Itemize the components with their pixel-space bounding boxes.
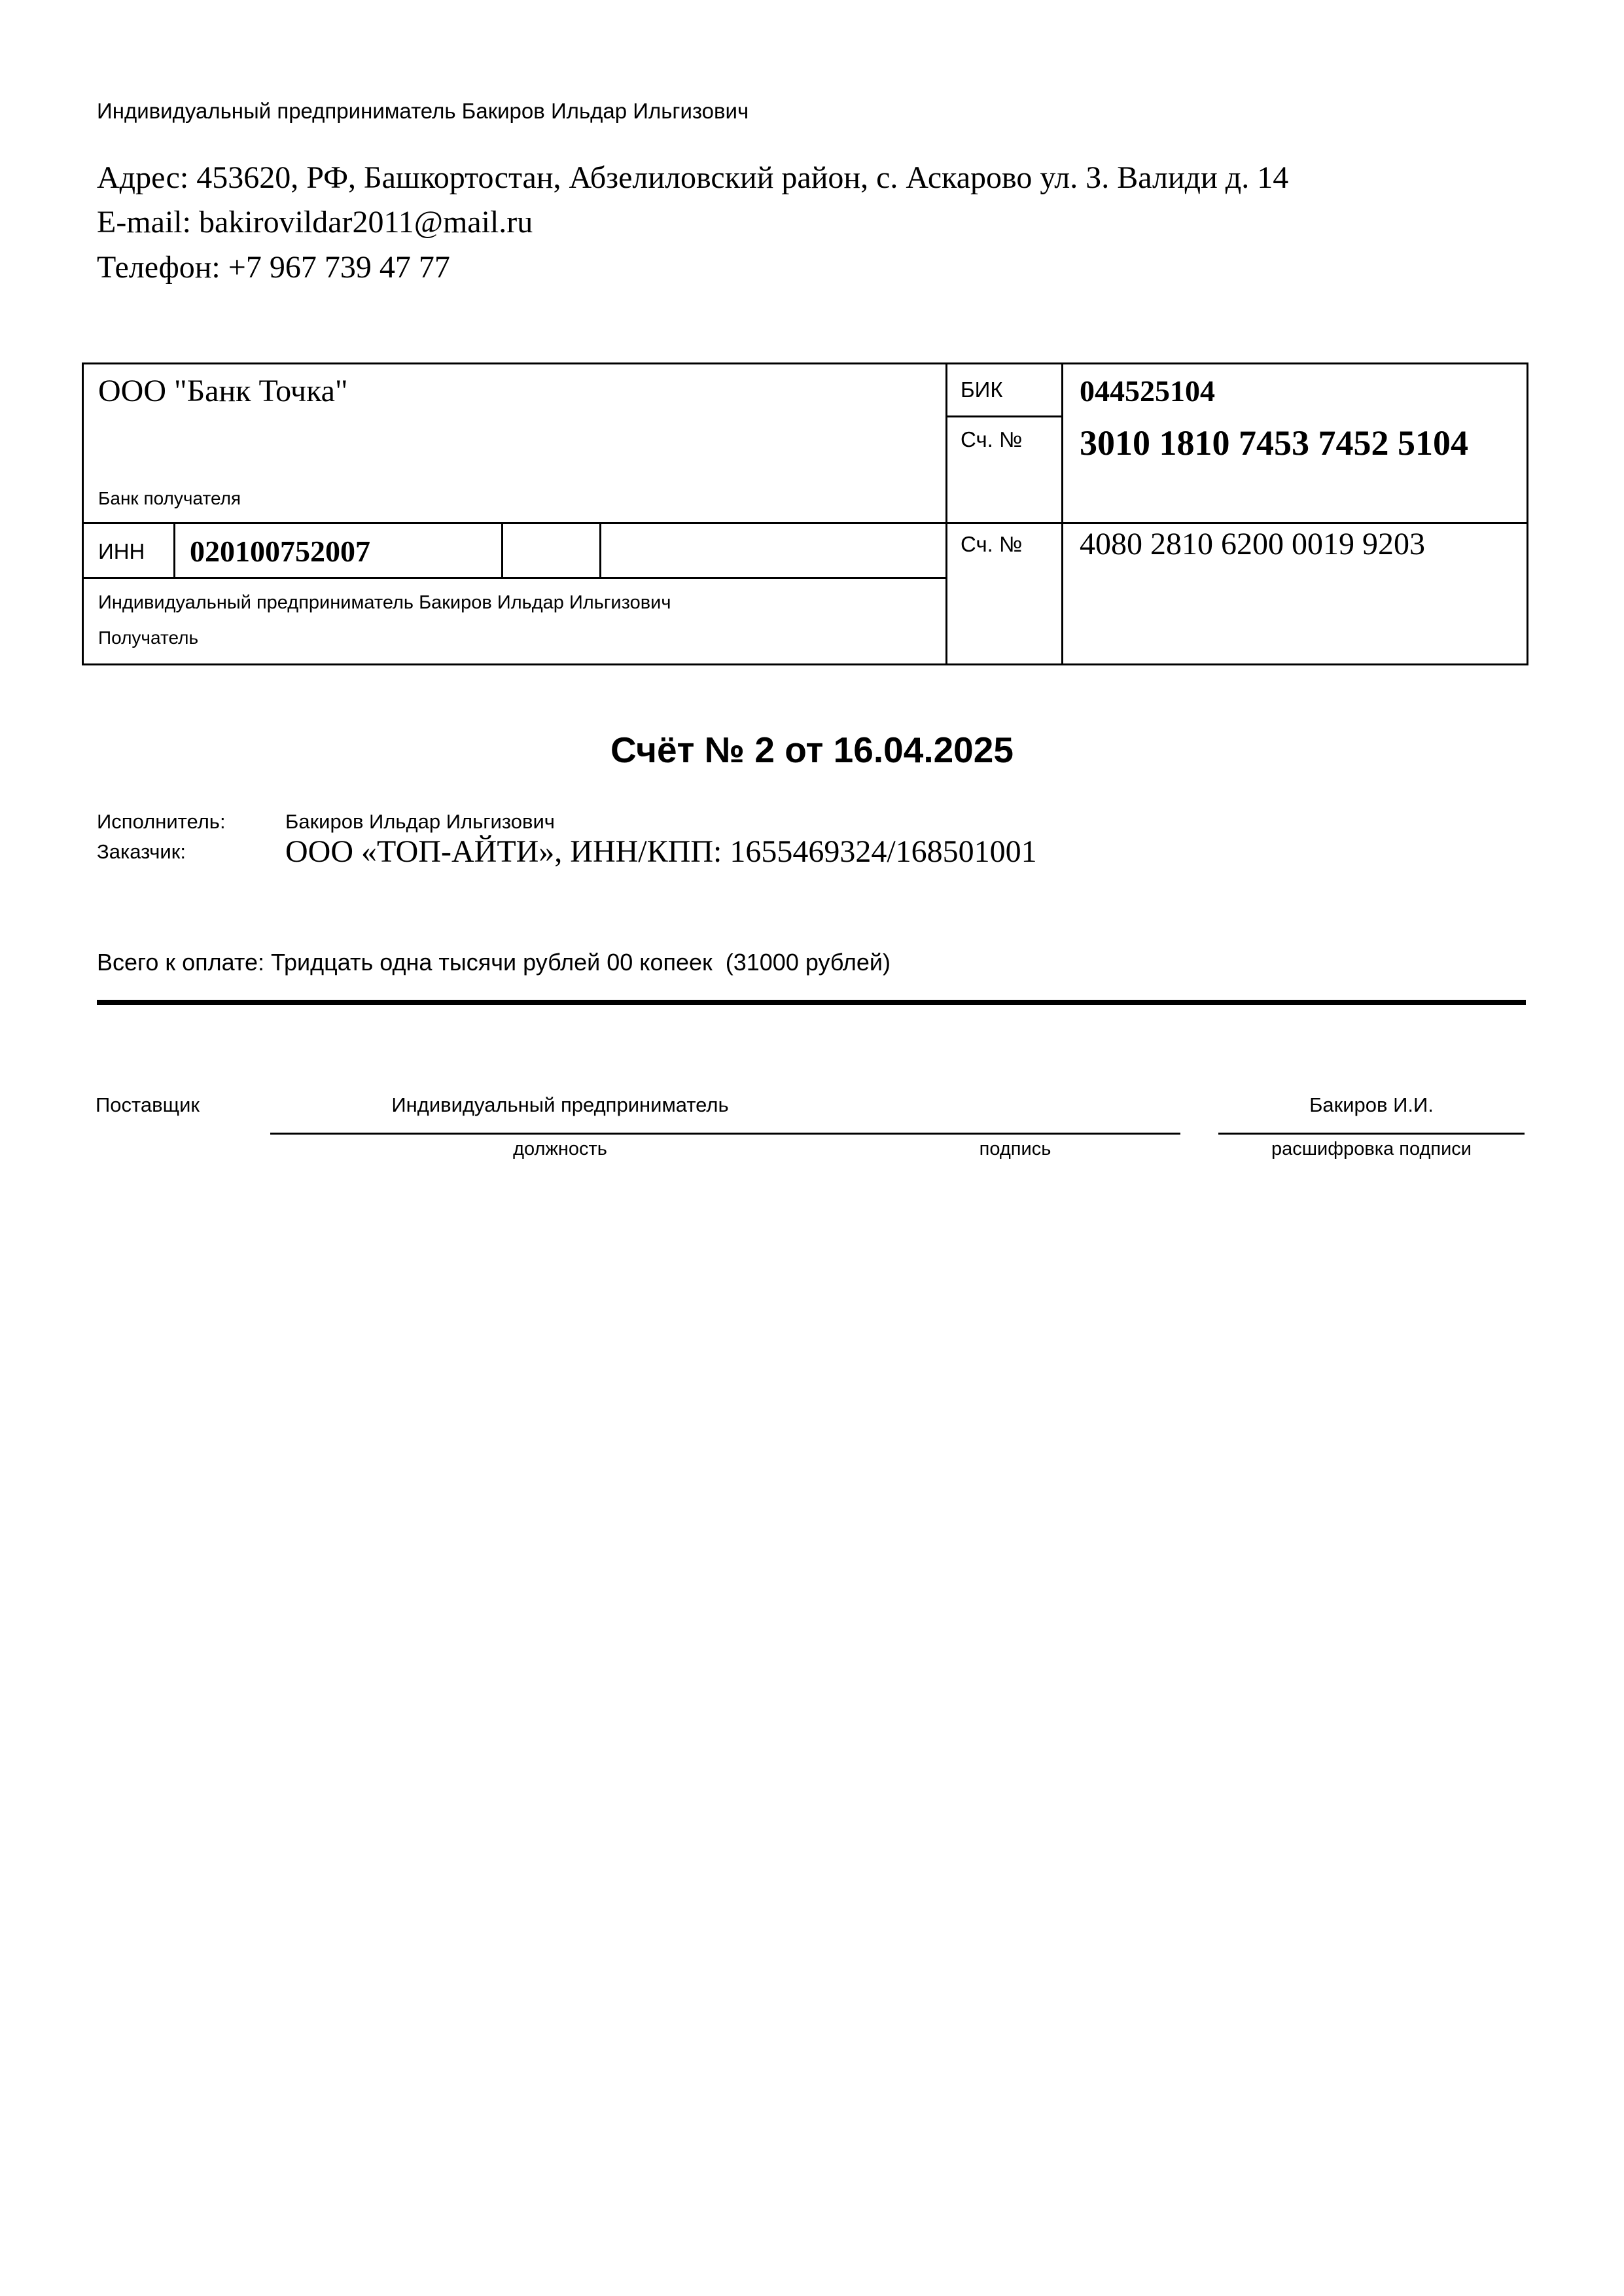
entrepreneur-name-header: Индивидуальный предприниматель Бакиров Ильдар Ильгизович	[97, 99, 749, 123]
inn-value: 020100752007	[190, 535, 370, 568]
position-signature-line	[270, 1133, 850, 1135]
signature-caption: подпись	[979, 1139, 1051, 1159]
supplier-label: Поставщик	[96, 1093, 200, 1116]
signature-line	[850, 1133, 1180, 1135]
table-border-left	[82, 362, 84, 665]
bank-name-cell: ООО "Банк Точка"	[98, 374, 348, 408]
recipient-caption: Получатель	[98, 627, 199, 648]
table-border-top	[82, 362, 1528, 364]
account-value: 4080 2810 6200 0019 9203	[1080, 527, 1425, 561]
table-divider-inn-label	[173, 522, 175, 579]
table-divider-bik-account	[945, 415, 1063, 417]
table-divider-bank-bik	[945, 362, 947, 665]
name-caption: расшифровка подписи	[1271, 1139, 1472, 1159]
bank-caption: Банк получателя	[98, 488, 241, 508]
table-border-right	[1527, 362, 1528, 665]
name-signature-line	[1218, 1133, 1525, 1135]
account-label: Сч. №	[961, 532, 1023, 556]
total-separator-rule	[97, 1000, 1526, 1005]
position-value: Индивидуальный предприниматель	[391, 1093, 729, 1116]
phone-line: Телефон: +7 967 739 47 77	[97, 250, 450, 285]
customer-label: Заказчик:	[97, 840, 186, 863]
bik-label: БИК	[961, 378, 1003, 402]
table-border-bottom	[82, 663, 1528, 665]
bik-value: 044525104	[1080, 374, 1215, 408]
table-divider-label-value	[1061, 362, 1063, 665]
invoice-title: Счёт № 2 от 16.04.2025	[610, 730, 1014, 770]
inn-row-empty-cell-1	[503, 524, 599, 577]
executor-value: Бакиров Ильдар Ильгизович	[285, 810, 555, 833]
inn-row-empty-cell-2	[601, 524, 945, 577]
total-amount-line: Всего к оплате: Тридцать одна тысячи рублей 00 копеек (31000 рублей)	[97, 949, 891, 976]
position-caption: должность	[513, 1139, 607, 1159]
corr-account-value: 3010 1810 7453 7452 5104	[1080, 423, 1468, 463]
table-divider-inn-recipient	[82, 577, 947, 579]
signature-name: Бакиров И.И.	[1309, 1093, 1434, 1116]
corr-account-label: Сч. №	[961, 427, 1023, 451]
email-line: E-mail: bakirovildar2011@mail.ru	[97, 205, 533, 239]
customer-value: ООО «ТОП-АЙТИ», ИНН/КПП: 1655469324/168501001	[285, 834, 1037, 869]
executor-label: Исполнитель:	[97, 810, 226, 833]
address-line: Адрес: 453620, РФ, Башкортостан, Абзелиловский район, с. Аскарово ул. З. Валиди д. 14	[97, 160, 1289, 195]
inn-label: ИНН	[98, 539, 145, 563]
recipient-name: Индивидуальный предприниматель Бакиров Ильдар Ильгизович	[98, 592, 671, 613]
